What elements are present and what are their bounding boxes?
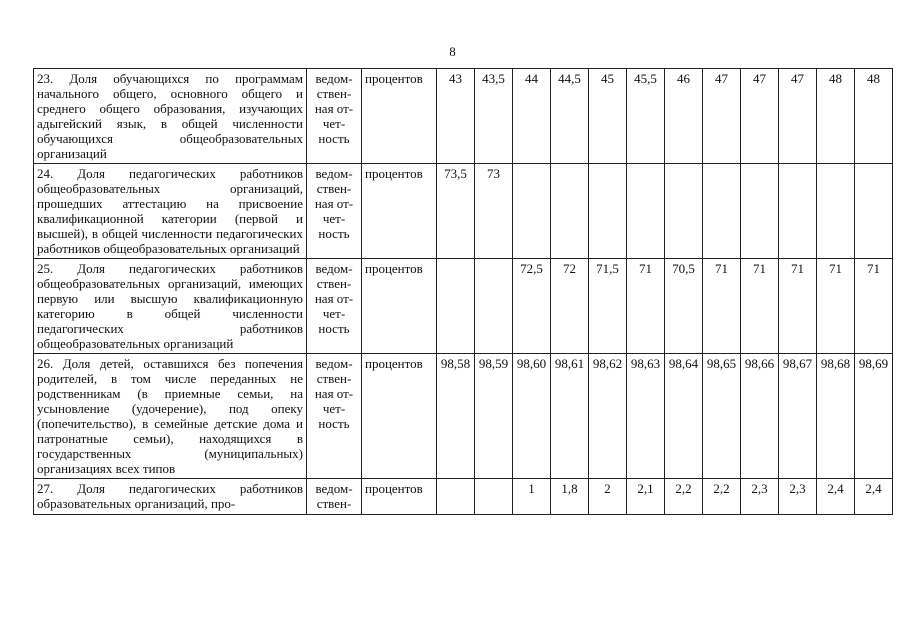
value-cell <box>437 259 475 354</box>
value-cell <box>741 164 779 259</box>
value-cell: 71 <box>779 259 817 354</box>
value-cell: 43,5 <box>475 69 513 164</box>
value-cell <box>513 164 551 259</box>
value-cell: 45 <box>589 69 627 164</box>
indicator-name-cell: 23. Доля обучающихся по программам начального общего, основного общего и среднего общего образования, изучающих адыгейский язык, в общей численности обучающихся общеобразовательных организаций <box>34 69 307 164</box>
value-cell: 98,69 <box>855 354 893 479</box>
page-number: 8 <box>449 44 456 59</box>
value-cell: 45,5 <box>627 69 665 164</box>
indicator-name-cell: 26. Доля детей, оставшихся без попечения родителей, в том числе переданных не родственникам (в приемные семьи, на усыновление (удочерение), под опеку (попечительство), в семейные детские дома и патронатные семьи), находящихся в государственных (муниципальных) организациях всех типов <box>34 354 307 479</box>
value-cell: 98,61 <box>551 354 589 479</box>
unit-cell: процентов <box>362 164 437 259</box>
value-cell: 70,5 <box>665 259 703 354</box>
value-cell: 2,4 <box>817 479 855 515</box>
source-cell: ведом-ствен- <box>307 479 362 515</box>
value-cell: 71 <box>703 259 741 354</box>
value-cell: 2,4 <box>855 479 893 515</box>
value-cell <box>627 164 665 259</box>
value-cell: 71 <box>741 259 779 354</box>
value-cell <box>475 259 513 354</box>
source-cell: ведом-ствен-ная от-чет-ность <box>307 259 362 354</box>
value-cell: 98,63 <box>627 354 665 479</box>
indicators-table <box>33 68 893 515</box>
value-cell <box>551 164 589 259</box>
value-cell <box>665 164 703 259</box>
value-cell: 48 <box>855 69 893 164</box>
indicator-name-cell: 27. Доля педагогических работников образовательных организаций, про- <box>34 479 307 515</box>
value-cell: 98,62 <box>589 354 627 479</box>
value-cell: 48 <box>817 69 855 164</box>
value-cell: 1,8 <box>551 479 589 515</box>
value-cell <box>779 164 817 259</box>
source-cell: ведом-ствен-ная от-чет-ность <box>307 69 362 164</box>
value-cell: 44 <box>513 69 551 164</box>
table-row <box>34 479 893 515</box>
value-cell: 98,67 <box>779 354 817 479</box>
value-cell: 72,5 <box>513 259 551 354</box>
value-cell: 98,58 <box>437 354 475 479</box>
table-row <box>34 259 893 354</box>
value-cell: 2 <box>589 479 627 515</box>
value-cell <box>589 164 627 259</box>
value-cell: 98,68 <box>817 354 855 479</box>
value-cell: 98,64 <box>665 354 703 479</box>
value-cell: 47 <box>703 69 741 164</box>
value-cell: 71 <box>627 259 665 354</box>
value-cell: 47 <box>741 69 779 164</box>
value-cell: 47 <box>779 69 817 164</box>
value-cell <box>475 479 513 515</box>
value-cell: 71 <box>855 259 893 354</box>
table-row <box>34 164 893 259</box>
value-cell: 2,1 <box>627 479 665 515</box>
value-cell: 73,5 <box>437 164 475 259</box>
unit-cell: процентов <box>362 259 437 354</box>
value-cell: 43 <box>437 69 475 164</box>
value-cell: 44,5 <box>551 69 589 164</box>
value-cell: 71,5 <box>589 259 627 354</box>
value-cell: 2,3 <box>779 479 817 515</box>
indicator-name-cell: 25. Доля педагогических работников общеобразовательных организаций, имеющих первую или высшую квалификационную категорию в общей численности педагогических работников общеобразовательных организаций <box>34 259 307 354</box>
unit-cell: процентов <box>362 69 437 164</box>
value-cell: 1 <box>513 479 551 515</box>
value-cell <box>703 164 741 259</box>
value-cell: 2,2 <box>703 479 741 515</box>
value-cell: 2,3 <box>741 479 779 515</box>
table-row <box>34 69 893 164</box>
source-cell: ведом-ствен-ная от-чет-ность <box>307 354 362 479</box>
value-cell: 2,2 <box>665 479 703 515</box>
indicator-name-cell: 24. Доля педагогических работников общеобразовательных организаций, прошедших аттестацию на присвоение квалификационной категории (первой и высшей), в общей численности педагогических работников общеобразовательных организаций <box>34 164 307 259</box>
value-cell <box>437 479 475 515</box>
value-cell: 46 <box>665 69 703 164</box>
value-cell <box>817 164 855 259</box>
table-row <box>34 354 893 479</box>
source-cell: ведом-ствен-ная от-чет-ность <box>307 164 362 259</box>
value-cell <box>855 164 893 259</box>
value-cell: 73 <box>475 164 513 259</box>
unit-cell: процентов <box>362 354 437 479</box>
value-cell: 98,65 <box>703 354 741 479</box>
value-cell: 71 <box>817 259 855 354</box>
value-cell: 98,66 <box>741 354 779 479</box>
value-cell: 72 <box>551 259 589 354</box>
value-cell: 98,60 <box>513 354 551 479</box>
value-cell: 98,59 <box>475 354 513 479</box>
unit-cell: процентов <box>362 479 437 515</box>
